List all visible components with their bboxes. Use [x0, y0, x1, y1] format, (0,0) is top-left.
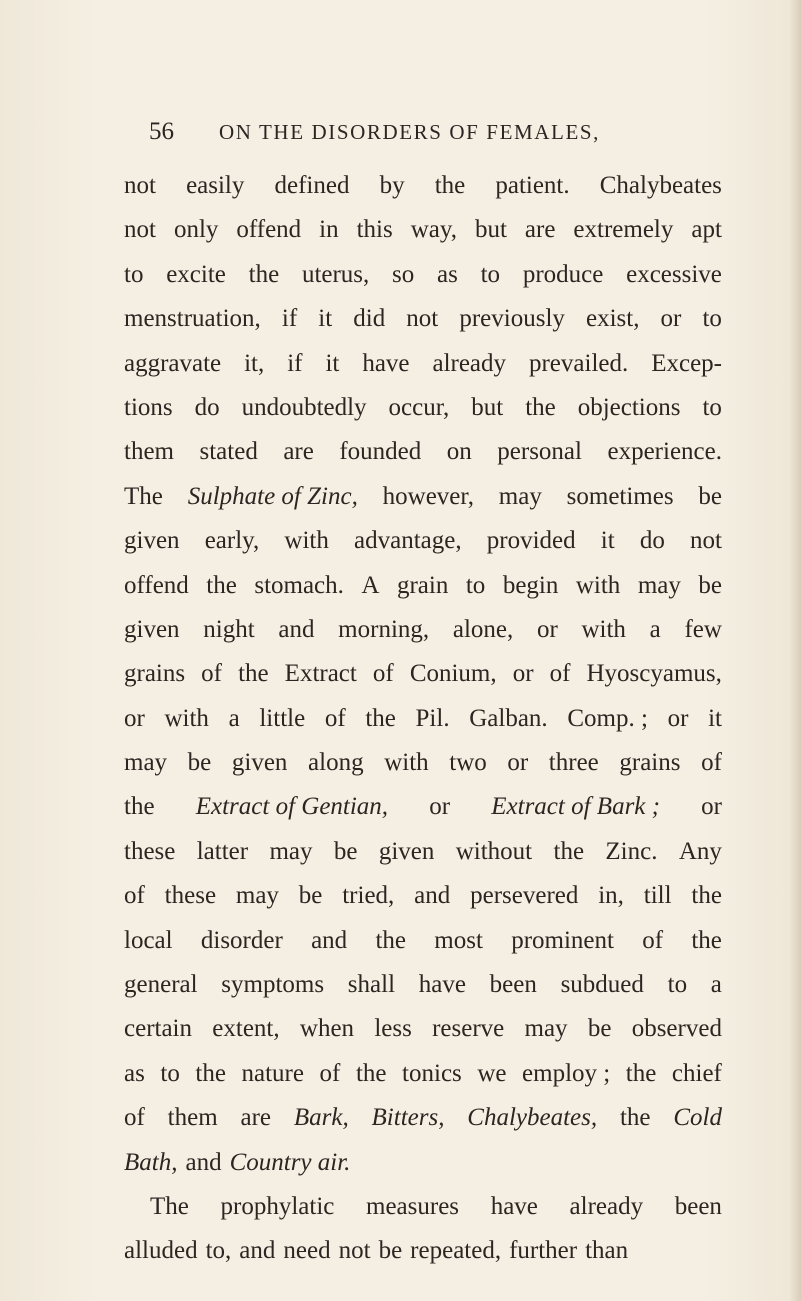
- italic-phrase: Extract of Bark ;: [491, 793, 660, 821]
- word: be: [698, 571, 722, 599]
- word: however,: [382, 482, 474, 510]
- word: so: [392, 260, 415, 288]
- word: Any: [678, 837, 722, 865]
- italic-phrase: Country air.: [229, 1148, 351, 1176]
- word: need: [283, 1237, 331, 1265]
- text-line: [124, 919, 722, 963]
- word: tried,: [342, 882, 395, 910]
- word: prophylatic: [220, 1192, 335, 1220]
- word: to,: [205, 1237, 232, 1265]
- word: not: [338, 1237, 371, 1265]
- word: and: [278, 615, 315, 643]
- word: if: [287, 349, 303, 377]
- word: excite: [166, 260, 226, 288]
- word: given: [124, 527, 180, 555]
- word: repeated,: [410, 1237, 502, 1265]
- word: the: [525, 393, 556, 421]
- word: The: [150, 1192, 189, 1220]
- word: less: [374, 1015, 412, 1043]
- word: it: [318, 305, 333, 333]
- word: to: [160, 1059, 180, 1087]
- word: founded: [339, 438, 422, 466]
- word: Comp. ;: [567, 704, 648, 732]
- word: to: [667, 971, 688, 999]
- word: may: [637, 571, 681, 599]
- word: easily: [186, 172, 245, 199]
- word: only: [173, 216, 219, 244]
- word: reserve: [432, 1015, 505, 1043]
- text-line: [124, 430, 722, 474]
- word: few: [684, 615, 722, 643]
- text-line: [124, 830, 722, 874]
- word: Extract: [284, 660, 357, 688]
- word: early,: [204, 527, 260, 555]
- text-line: [124, 1052, 722, 1096]
- text-line: [124, 608, 722, 652]
- word: grains: [619, 749, 681, 777]
- italic-phrase: Cold: [673, 1104, 722, 1132]
- italic-phrase: Bath,: [124, 1148, 178, 1176]
- word: not: [406, 305, 439, 333]
- word: given: [124, 615, 180, 643]
- word: latter: [196, 837, 249, 865]
- word: the: [124, 793, 155, 821]
- word: this: [356, 216, 393, 244]
- word: to: [124, 260, 144, 288]
- italic-phrase: Extract of Gentian,: [195, 793, 389, 821]
- text-line: [124, 253, 722, 297]
- word: may: [124, 749, 168, 777]
- word: grains: [124, 660, 186, 688]
- word: morning,: [338, 615, 430, 643]
- word: of: [319, 1059, 341, 1087]
- word: aggravate: [124, 349, 222, 377]
- word: by: [379, 172, 405, 199]
- word: or: [660, 305, 682, 333]
- word: chief: [671, 1059, 722, 1087]
- word: prevailed.: [528, 349, 629, 377]
- word: with: [164, 704, 209, 732]
- word: and: [185, 1148, 222, 1176]
- word: with: [284, 527, 329, 555]
- word: excessive: [626, 260, 722, 288]
- word: produce: [522, 260, 604, 288]
- running-head: ON THE DISORDERS OF FEMALES,: [219, 120, 601, 144]
- word: disorder: [200, 926, 283, 954]
- word: in: [319, 216, 339, 244]
- text-line: [124, 1007, 722, 1051]
- word: a: [710, 971, 722, 999]
- word: or: [667, 704, 689, 732]
- word: extent,: [212, 1015, 280, 1043]
- word: did: [353, 305, 386, 333]
- word: the: [691, 926, 722, 954]
- body-text: [124, 164, 722, 1274]
- word: may: [269, 837, 313, 865]
- word: and: [414, 882, 451, 910]
- word: already: [432, 349, 507, 377]
- word: alone,: [452, 615, 514, 643]
- word: are: [240, 1104, 272, 1132]
- word: stated: [199, 438, 258, 466]
- text-line: [124, 208, 722, 252]
- word: it,: [244, 349, 265, 377]
- word: or: [429, 793, 451, 821]
- word: little: [259, 704, 306, 732]
- word: tions: [124, 393, 173, 421]
- word: defined: [274, 172, 350, 199]
- text-line: [124, 386, 722, 430]
- word: tonics: [402, 1059, 462, 1087]
- word: given: [378, 837, 435, 865]
- word: measures: [366, 1192, 460, 1220]
- italic-phrase: Sulphate of Zinc,: [187, 482, 358, 510]
- word: are: [283, 438, 314, 466]
- word: do: [639, 527, 665, 555]
- word: nature: [241, 1059, 304, 1087]
- word: of: [124, 1104, 145, 1132]
- italic-phrase: Bitters,: [371, 1104, 445, 1132]
- word: of: [701, 749, 722, 777]
- word: but: [474, 216, 507, 244]
- text-line: [124, 874, 722, 918]
- word: them: [167, 1104, 218, 1132]
- text-line: [124, 741, 722, 785]
- word: it: [325, 349, 340, 377]
- word: be: [698, 482, 722, 510]
- word: further: [509, 1237, 578, 1265]
- word: symptoms: [221, 971, 325, 999]
- word: sometimes: [566, 482, 674, 510]
- word: the: [375, 926, 407, 954]
- word: of: [324, 704, 346, 732]
- page-edge: [789, 0, 801, 1301]
- word: stomach.: [254, 571, 344, 599]
- word: than: [585, 1237, 629, 1265]
- italic-phrase: Bark,: [293, 1104, 349, 1132]
- word: been: [674, 1192, 722, 1220]
- word: the: [238, 660, 269, 688]
- word: Zinc.: [605, 837, 658, 865]
- word: already: [569, 1192, 644, 1220]
- word: offend: [124, 571, 189, 599]
- word: been: [489, 971, 537, 999]
- word: or: [701, 793, 722, 821]
- word: night: [203, 615, 255, 643]
- word: without: [455, 837, 533, 865]
- word: of: [201, 660, 222, 688]
- text-line: [124, 164, 722, 208]
- word: it: [708, 704, 722, 732]
- word: be: [587, 1015, 612, 1043]
- text-line: [124, 297, 722, 341]
- word: alluded: [124, 1237, 198, 1265]
- word: objections: [577, 393, 681, 421]
- word: employ ;: [522, 1059, 611, 1087]
- word: the: [248, 260, 280, 288]
- word: two: [449, 749, 487, 777]
- word: observed: [631, 1015, 722, 1043]
- word: Galban.: [469, 704, 548, 732]
- word: occur,: [388, 393, 450, 421]
- word: prominent: [511, 926, 614, 954]
- word: be: [333, 837, 358, 865]
- word: with: [581, 615, 626, 643]
- word: have: [490, 1192, 538, 1220]
- word: a: [228, 704, 240, 732]
- word: the: [365, 704, 396, 732]
- word: may: [524, 1015, 568, 1043]
- word: or: [507, 749, 529, 777]
- word: most: [434, 926, 483, 954]
- word: the: [691, 882, 722, 910]
- word: with: [384, 749, 429, 777]
- word: Excep-: [651, 349, 722, 377]
- word: have: [418, 971, 466, 999]
- text-line: [124, 1096, 722, 1140]
- word: certain: [124, 1015, 193, 1043]
- word: to: [465, 571, 486, 599]
- word: personal: [497, 438, 582, 466]
- word: apt: [691, 216, 722, 244]
- word: to: [480, 260, 501, 288]
- word: offend: [236, 216, 302, 244]
- word: till: [643, 882, 672, 910]
- text-line: [124, 1185, 722, 1229]
- word: Chalybeates: [599, 172, 722, 199]
- text-line: [124, 652, 722, 696]
- word: Conium,: [409, 660, 497, 688]
- word: the: [355, 1059, 387, 1087]
- word: the: [625, 1059, 657, 1087]
- word: but: [471, 393, 504, 421]
- word: not: [689, 527, 722, 555]
- word: Hyoscyamus,: [586, 660, 722, 688]
- italic-phrase: Chalybeates,: [467, 1104, 598, 1132]
- word: of: [549, 660, 571, 688]
- word: experience.: [607, 438, 722, 466]
- word: the: [206, 571, 237, 599]
- word: as: [124, 1059, 145, 1087]
- word: The: [124, 482, 163, 510]
- word: or: [124, 704, 145, 732]
- word: the: [195, 1059, 226, 1087]
- word: and: [239, 1237, 276, 1265]
- word: way,: [410, 216, 457, 244]
- word: and: [311, 926, 348, 954]
- word: if: [281, 305, 298, 333]
- word: persevered: [470, 882, 579, 910]
- word: be: [187, 749, 212, 777]
- text-line: [124, 475, 722, 519]
- word: of: [642, 926, 664, 954]
- word: may: [498, 482, 542, 510]
- word: of: [372, 660, 394, 688]
- word: a: [649, 615, 661, 643]
- word: them: [124, 438, 174, 466]
- word: be: [378, 1237, 403, 1265]
- word: Pil.: [415, 704, 450, 732]
- page-number: 56: [149, 118, 174, 145]
- word: in,: [598, 882, 624, 910]
- word: local: [124, 926, 173, 954]
- word: when: [299, 1015, 355, 1043]
- word: not: [124, 172, 156, 199]
- text-line: [124, 564, 722, 608]
- word: the: [619, 1104, 651, 1132]
- word: do: [194, 393, 220, 421]
- word: on: [446, 438, 472, 466]
- word: are: [524, 216, 556, 244]
- text-line: [124, 342, 722, 386]
- word: not: [124, 216, 156, 244]
- word: shall: [347, 971, 396, 999]
- word: as: [437, 260, 458, 288]
- word: along: [308, 749, 364, 777]
- word: to: [702, 305, 722, 333]
- word: may: [235, 882, 279, 910]
- word: previously: [459, 305, 565, 333]
- word: these: [164, 882, 217, 910]
- word: three: [548, 749, 599, 777]
- text-line: [124, 1141, 722, 1185]
- text-line: [124, 697, 722, 741]
- word: these: [124, 837, 176, 865]
- word: be: [298, 882, 323, 910]
- word: of: [124, 882, 145, 910]
- word: subdued: [560, 971, 644, 999]
- word: with: [575, 571, 621, 599]
- word: or: [536, 615, 558, 643]
- word: have: [362, 349, 410, 377]
- word: menstruation,: [124, 305, 261, 333]
- text-line: [124, 785, 722, 829]
- text-line: [124, 519, 722, 563]
- word: it: [600, 527, 615, 555]
- word: uterus,: [301, 260, 370, 288]
- text-line: [124, 963, 722, 1007]
- word: grain: [396, 571, 449, 599]
- word: extremely: [573, 216, 674, 244]
- word: advantage,: [354, 527, 462, 555]
- word: we: [477, 1059, 507, 1087]
- word: the: [553, 837, 585, 865]
- word: or: [512, 660, 534, 688]
- page-header: [149, 118, 709, 146]
- word: exist,: [585, 305, 640, 333]
- word: A: [361, 571, 380, 599]
- word: given: [231, 749, 288, 777]
- word: undoubtedly: [241, 393, 367, 421]
- word: the: [434, 172, 466, 199]
- word: general: [124, 971, 198, 999]
- word: patient.: [495, 172, 570, 199]
- word: provided: [486, 527, 576, 555]
- text-line: [124, 1229, 722, 1273]
- word: begin: [502, 571, 559, 599]
- word: to: [702, 393, 722, 421]
